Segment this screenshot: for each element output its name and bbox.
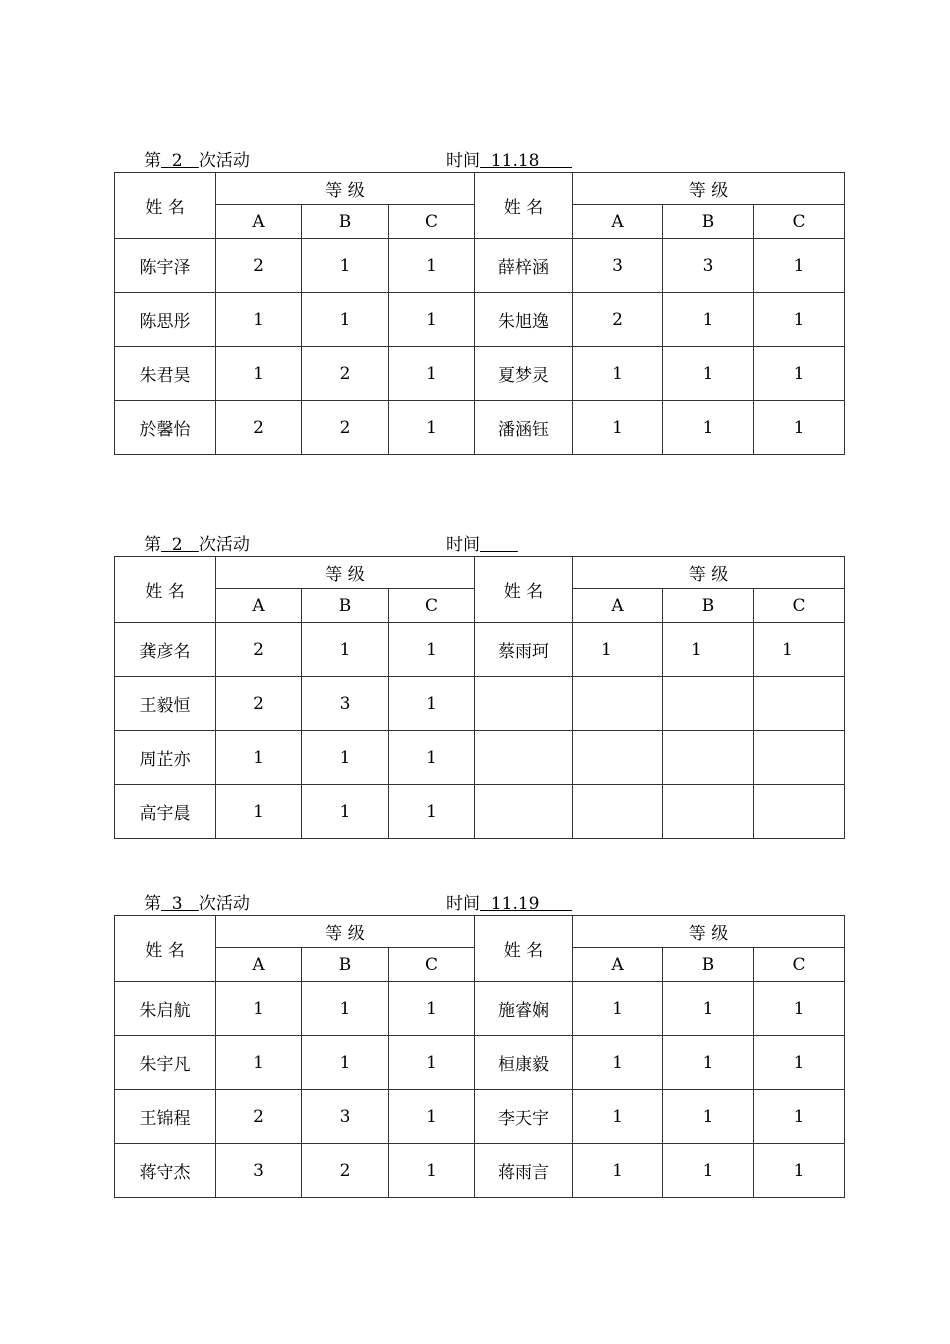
table-row — [115, 785, 845, 839]
student-name: 夏梦灵 — [475, 347, 573, 401]
table-row — [115, 982, 845, 1036]
grade-a: 1 — [216, 347, 302, 401]
grade-b: 1 — [302, 731, 389, 785]
table-row — [115, 1090, 845, 1144]
col-b-header: B — [663, 589, 754, 623]
grade-c: 1 — [389, 982, 475, 1036]
student-name: 龚彦名 — [115, 623, 216, 677]
grade-a — [573, 677, 663, 731]
grade-c — [754, 677, 845, 731]
col-c-header: C — [389, 205, 475, 239]
grade-header: 等 级 — [216, 173, 475, 205]
grade-b: 1 — [302, 239, 389, 293]
table-row — [115, 401, 845, 455]
student-name: 朱宇凡 — [115, 1036, 216, 1090]
table-row — [115, 677, 845, 731]
col-a-header: A — [216, 589, 302, 623]
student-name: 陈宇泽 — [115, 239, 216, 293]
grade-c: 1 — [754, 1036, 845, 1090]
grade-b: 1 — [663, 293, 754, 347]
grade-a: 2 — [216, 401, 302, 455]
grade-a: 1 — [573, 623, 663, 677]
grade-c: 1 — [754, 347, 845, 401]
time-label: 时间 11.19 — [446, 894, 572, 914]
student-name: 蔡雨珂 — [475, 623, 573, 677]
grade-b: 2 — [302, 1144, 389, 1198]
time-value: 11.18 — [480, 151, 572, 171]
grade-a: 1 — [573, 347, 663, 401]
student-name: 朱君昊 — [115, 347, 216, 401]
col-b-header: B — [663, 205, 754, 239]
activity-number: 2 — [161, 535, 199, 555]
table-row — [115, 623, 845, 677]
grade-a — [573, 731, 663, 785]
student-name: 王锦程 — [115, 1090, 216, 1144]
time-label: 时间 11.18 — [446, 151, 572, 171]
student-name: 蒋守杰 — [115, 1144, 216, 1198]
grade-a: 1 — [216, 731, 302, 785]
grade-b: 2 — [302, 347, 389, 401]
grade-header: 等 级 — [573, 916, 845, 948]
grade-c: 1 — [754, 1144, 845, 1198]
grade-header: 等 级 — [573, 557, 845, 589]
student-name: 周芷亦 — [115, 731, 216, 785]
grade-b: 1 — [663, 347, 754, 401]
table-row — [115, 293, 845, 347]
col-c-header: C — [754, 205, 845, 239]
grade-header: 等 级 — [573, 173, 845, 205]
name-header: 姓 名 — [475, 916, 573, 982]
activity-label: 第 3 次活动 — [144, 894, 250, 914]
grade-table — [114, 172, 845, 455]
grade-b: 2 — [302, 401, 389, 455]
grade-c: 1 — [389, 623, 475, 677]
grade-table — [114, 556, 845, 839]
name-header: 姓 名 — [475, 557, 573, 623]
col-c-header: C — [754, 589, 845, 623]
student-name: 陈思彤 — [115, 293, 216, 347]
grade-b: 1 — [663, 1090, 754, 1144]
student-name — [475, 785, 573, 839]
table-row — [115, 347, 845, 401]
grade-c — [754, 731, 845, 785]
grade-b: 1 — [663, 401, 754, 455]
grade-a: 2 — [216, 239, 302, 293]
grade-a: 1 — [216, 1036, 302, 1090]
grade-c: 1 — [389, 239, 475, 293]
grade-c: 1 — [754, 982, 845, 1036]
student-name: 蒋雨言 — [475, 1144, 573, 1198]
col-b-header: B — [302, 589, 389, 623]
grade-c: 1 — [389, 1036, 475, 1090]
grade-b: 3 — [663, 239, 754, 293]
grade-c: 1 — [389, 293, 475, 347]
student-name — [475, 731, 573, 785]
grade-a: 2 — [573, 293, 663, 347]
grade-a: 1 — [216, 293, 302, 347]
activity-label: 第 2 次活动 — [144, 151, 250, 171]
section-title — [114, 534, 844, 556]
name-header: 姓 名 — [115, 557, 216, 623]
student-name: 朱启航 — [115, 982, 216, 1036]
time-value: 11.19 — [480, 894, 572, 914]
time-value — [480, 535, 518, 555]
activity-section-3 — [114, 893, 844, 1198]
student-name: 潘涵钰 — [475, 401, 573, 455]
table-row — [115, 1036, 845, 1090]
grade-a: 2 — [216, 623, 302, 677]
grade-a: 1 — [573, 401, 663, 455]
grade-a: 3 — [216, 1144, 302, 1198]
student-name — [475, 677, 573, 731]
grade-a: 1 — [216, 785, 302, 839]
col-b-header: B — [663, 948, 754, 982]
grade-b: 3 — [302, 677, 389, 731]
name-header: 姓 名 — [115, 916, 216, 982]
table-row — [115, 731, 845, 785]
grade-c: 1 — [389, 1144, 475, 1198]
grade-b: 1 — [302, 1036, 389, 1090]
activity-section-2 — [114, 534, 844, 839]
grade-c: 1 — [389, 785, 475, 839]
grade-c: 1 — [754, 293, 845, 347]
grade-a: 1 — [573, 1036, 663, 1090]
grade-c: 1 — [754, 1090, 845, 1144]
col-c-header: C — [389, 948, 475, 982]
col-a-header: A — [216, 948, 302, 982]
grade-b — [663, 677, 754, 731]
col-a-header: A — [573, 948, 663, 982]
activity-section-1 — [114, 150, 844, 455]
grade-b — [663, 731, 754, 785]
grade-b: 3 — [302, 1090, 389, 1144]
col-b-header: B — [302, 948, 389, 982]
grade-table — [114, 915, 845, 1198]
grade-c: 1 — [754, 623, 845, 677]
name-header: 姓 名 — [475, 173, 573, 239]
grade-b: 1 — [663, 982, 754, 1036]
grade-a: 3 — [573, 239, 663, 293]
grade-a: 1 — [573, 1090, 663, 1144]
grade-header: 等 级 — [216, 557, 475, 589]
grade-c — [754, 785, 845, 839]
time-label: 时间 — [446, 534, 518, 556]
grade-b: 1 — [663, 1036, 754, 1090]
section-title — [114, 150, 844, 172]
student-name: 高宇晨 — [115, 785, 216, 839]
grade-header: 等 级 — [216, 916, 475, 948]
section-title — [114, 893, 844, 915]
grade-c: 1 — [754, 239, 845, 293]
student-name: 朱旭逸 — [475, 293, 573, 347]
grade-a — [573, 785, 663, 839]
grade-b: 1 — [663, 623, 754, 677]
grade-a: 1 — [216, 982, 302, 1036]
grade-a: 2 — [216, 1090, 302, 1144]
col-a-header: A — [216, 205, 302, 239]
grade-c: 1 — [389, 401, 475, 455]
col-b-header: B — [302, 205, 389, 239]
grade-b: 1 — [302, 982, 389, 1036]
student-name: 薛梓涵 — [475, 239, 573, 293]
student-name: 桓康毅 — [475, 1036, 573, 1090]
grade-a: 2 — [216, 677, 302, 731]
grade-c: 1 — [754, 401, 845, 455]
grade-a: 1 — [573, 1144, 663, 1198]
col-a-header: A — [573, 205, 663, 239]
grade-b: 1 — [302, 785, 389, 839]
grade-c: 1 — [389, 1090, 475, 1144]
name-header: 姓 名 — [115, 173, 216, 239]
activity-number: 3 — [161, 894, 199, 914]
student-name: 王毅恒 — [115, 677, 216, 731]
grade-b: 1 — [302, 293, 389, 347]
col-a-header: A — [573, 589, 663, 623]
grade-b — [663, 785, 754, 839]
grade-c: 1 — [389, 731, 475, 785]
table-row — [115, 1144, 845, 1198]
col-c-header: C — [754, 948, 845, 982]
student-name: 於馨怡 — [115, 401, 216, 455]
grade-c: 1 — [389, 677, 475, 731]
table-row — [115, 239, 845, 293]
activity-number: 2 — [161, 151, 199, 171]
grade-a: 1 — [573, 982, 663, 1036]
col-c-header: C — [389, 589, 475, 623]
activity-label: 第 2 次活动 — [144, 535, 250, 555]
grade-b: 1 — [663, 1144, 754, 1198]
student-name: 李天宇 — [475, 1090, 573, 1144]
grade-c: 1 — [389, 347, 475, 401]
grade-b: 1 — [302, 623, 389, 677]
student-name: 施睿娴 — [475, 982, 573, 1036]
